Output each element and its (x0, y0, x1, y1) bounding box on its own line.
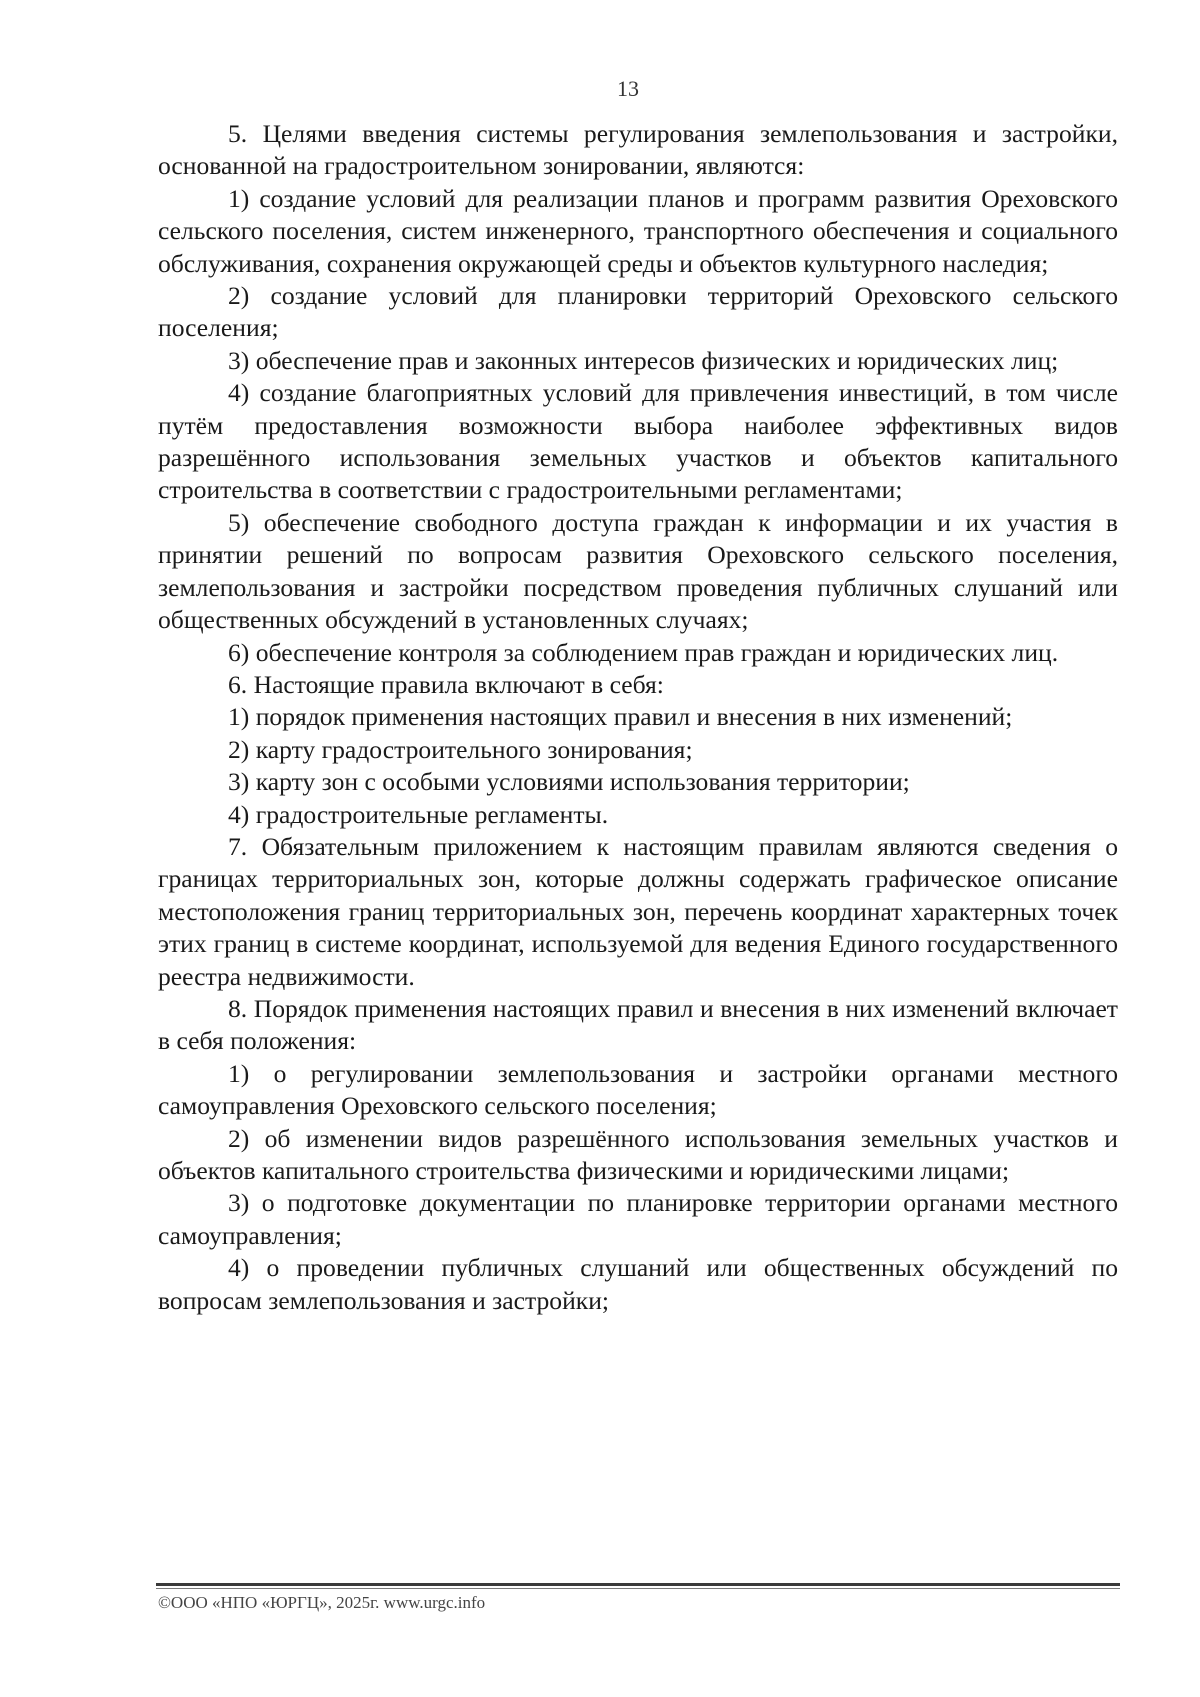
page-number: 13 (617, 76, 639, 101)
contents-item-1: 1) порядок применения настоящих правил и внесения в них изменений; (228, 702, 1013, 732)
paragraph-5-goals-intro: 5. Целями введения системы регулирования землепользования и застройки, основанной на градостроительном зонировании, являются: (158, 119, 1118, 181)
document-body (158, 118, 1118, 1317)
footer-divider (156, 1583, 1120, 1586)
footer-divider-thin (156, 1588, 1120, 1589)
contents-item-2: 2) карту градостроительного зонирования; (228, 734, 693, 764)
procedure-item-4: 4) о проведении публичных слушаний или общественных обсуждений по вопросам землепользования и застройки; (158, 1253, 1118, 1315)
paragraph-8-procedure-intro: 8. Порядок применения настоящих правил и внесения в них изменений включает в себя положения: (158, 993, 1118, 1056)
goal-item-2: 2) создание условий для планировки территорий Ореховского сельского поселения; (158, 281, 1118, 343)
goal-item-5: 5) обеспечение свободного доступа граждан к информации и их участия в принятии решений по вопросам развития Ореховского сельского поселения, землепользования и застройки посредством проведения публичных слушаний или общественных обсуждений в установленных случаях; (158, 507, 1118, 635)
goal-item-1: 1) создание условий для реализации планов и программ развития Ореховского сельского поселения, систем инженерного, транспортного обеспечения и социального обслуживания, сохранения окружающей среды и объектов культурного наследия; (158, 183, 1118, 278)
goal-item-4: 4) создание благоприятных условий для привлечения инвестиций, в том числе путём предоставления возможности выбора наиболее эффективных видов разрешённого использования земельных участков и объектов капитального строительства в соответствии с градостроительными регламентами; (158, 378, 1118, 505)
paragraph-7-appendix: 7. Обязательным приложением к настоящим правилам являются сведения о границах территориальных зон, которые должны содержать графическое описание местоположения границ территориальных зон, перечень координат характерных точек этих границ в системе координат, используемой для ведения Единого государственного реестра недвижимости. (158, 831, 1118, 991)
goal-item-3: 3) обеспечение прав и законных интересов физических и юридических лиц; (228, 345, 1059, 375)
footer-copyright: ©ООО «НПО «ЮРГЦ», 2025г. www.urgc.info (158, 1593, 486, 1612)
contents-item-3: 3) карту зон с особыми условиями использования территории; (228, 767, 910, 797)
procedure-item-2: 2) об изменении видов разрешённого использования земельных участков и объектов капитального строительства физическими и юридическими лицами; (158, 1123, 1118, 1185)
contents-item-4: 4) градостроительные регламенты. (228, 799, 609, 829)
procedure-item-3: 3) о подготовке документации по планировке территории органами местного самоуправления; (158, 1188, 1118, 1250)
paragraph-6-contents-intro: 6. Настоящие правила включают в себя: (228, 669, 664, 699)
goal-item-6: 6) обеспечение контроля за соблюдением прав граждан и юридических лиц. (228, 637, 1059, 667)
procedure-item-1: 1) о регулировании землепользования и застройки органами местного самоуправления Ореховского сельского поселения; (158, 1058, 1118, 1121)
